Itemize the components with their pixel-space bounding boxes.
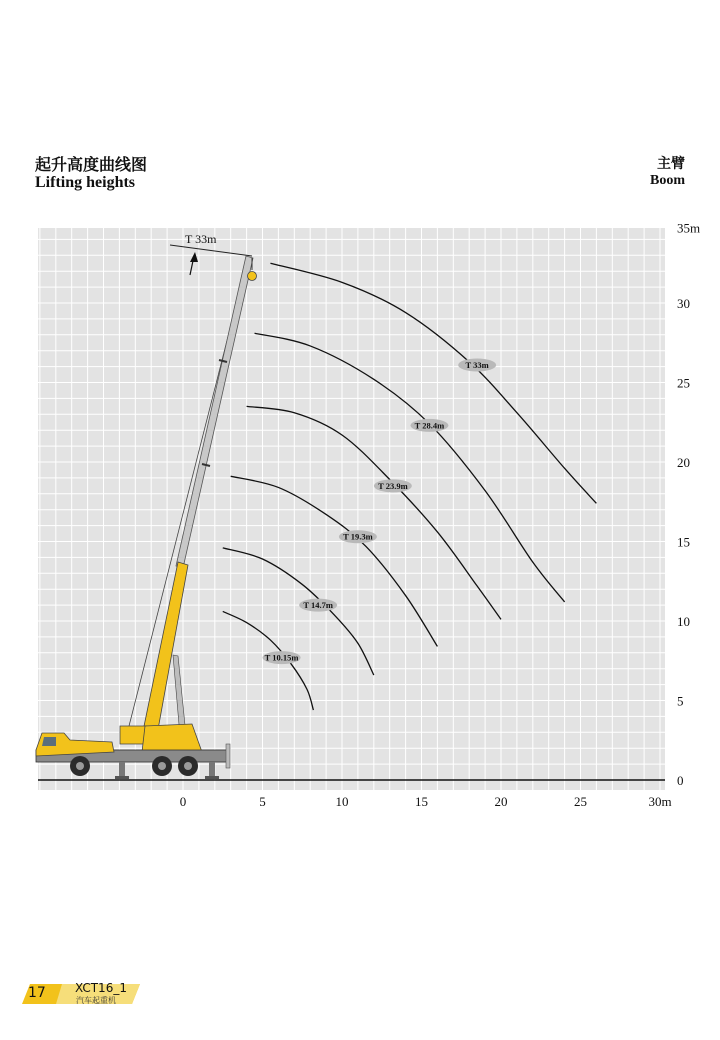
max-height-label: T 33m <box>185 232 217 246</box>
x-tick-label: 20 <box>494 794 508 809</box>
y-tick-label: 30 <box>677 296 690 311</box>
rear-bumper <box>226 744 230 768</box>
operator-cab <box>142 724 202 752</box>
y-tick-label: 35m <box>677 220 701 236</box>
series-label: T 23.9m <box>378 480 408 491</box>
series-label: T 19.3m <box>343 531 373 542</box>
page-title-en: Lifting heights <box>35 174 136 191</box>
outrigger-pad <box>115 776 129 779</box>
boom-label-en: Boom <box>650 173 685 188</box>
wheel-hub <box>76 762 84 770</box>
outrigger-pad <box>205 776 219 779</box>
boom-label-cn: 主臂 <box>657 156 685 172</box>
y-tick-label: 15 <box>677 534 690 550</box>
x-tick-label: 5 <box>259 794 266 809</box>
series-label: T 28.4m <box>414 420 445 431</box>
y-tick-label: 25 <box>677 375 690 391</box>
outrigger <box>119 762 125 776</box>
x-tick-label: 30m <box>648 794 672 809</box>
cab-window <box>42 737 56 746</box>
x-tick-label: 15 <box>415 794 428 809</box>
series-label: T 14.7m <box>303 600 333 611</box>
y-tick-label: 10 <box>677 614 690 629</box>
wheel-hub <box>184 762 192 770</box>
x-tick-label: 25 <box>574 794 587 809</box>
page-number: 17 <box>28 985 46 1001</box>
series-label: T 10.15m <box>264 652 299 663</box>
hook-block <box>248 272 257 281</box>
plot-background <box>38 228 665 790</box>
y-tick-label: 20 <box>677 455 690 470</box>
x-tick-label: 10 <box>335 794 349 809</box>
outrigger <box>209 762 215 776</box>
footer-model: XCT16_1 <box>75 981 127 995</box>
x-tick-label: 0 <box>179 794 187 809</box>
y-tick-label: 0 <box>677 773 684 788</box>
page-title-cn: 起升高度曲线图 <box>35 155 148 174</box>
wheel-hub <box>158 762 166 770</box>
footer-subtitle: 汽车起重机 <box>76 996 116 1005</box>
y-tick-label: 5 <box>677 693 684 709</box>
series-label: T 33m <box>465 360 489 371</box>
